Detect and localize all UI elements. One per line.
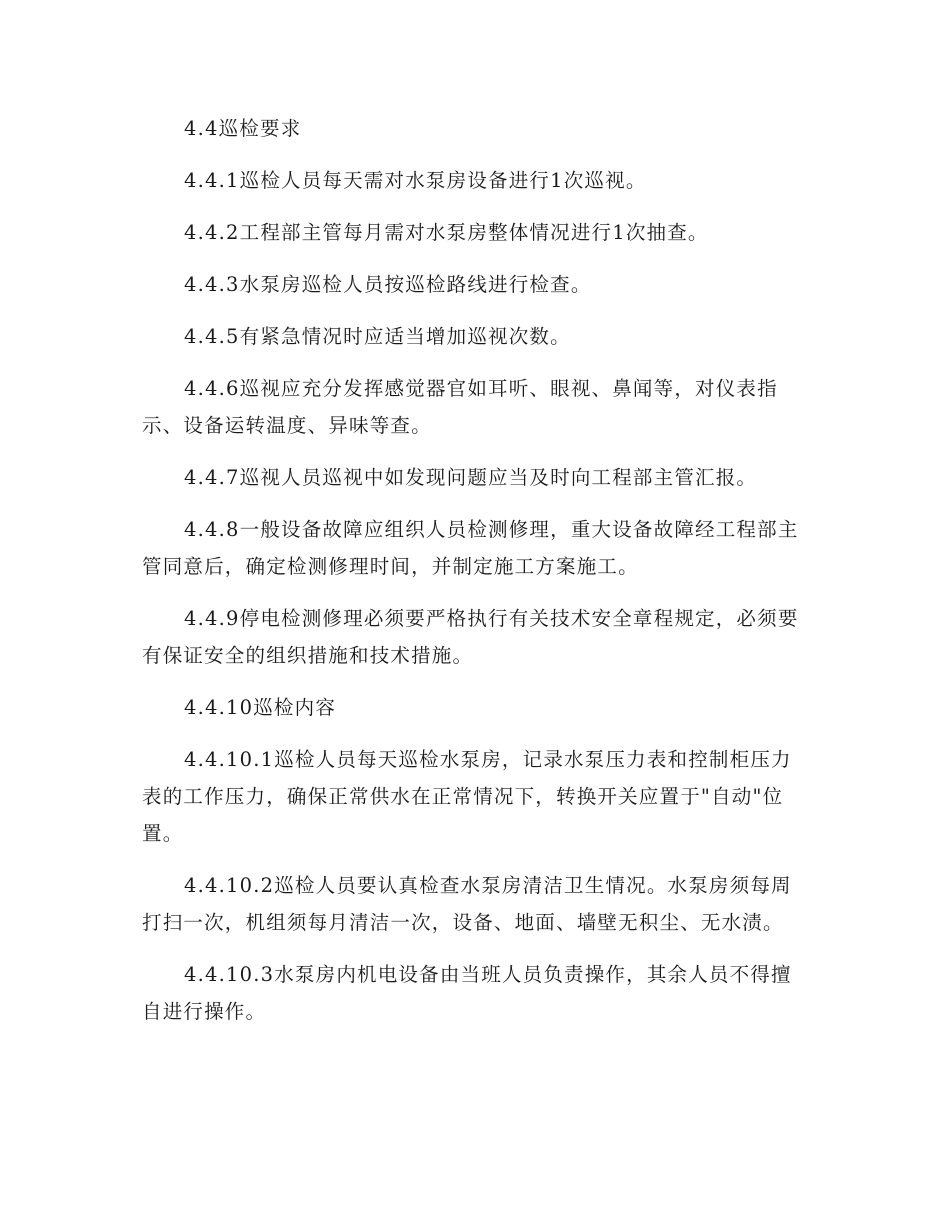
section-heading-4-4: 4.4巡检要求 bbox=[184, 117, 302, 140]
section-heading-4-4-10: 4.4.10巡检内容 bbox=[184, 696, 337, 719]
paragraph-4-4-6: 4.4.6巡视应充分发挥感觉器官如耳听、眼视、鼻闻等，对仪表指示、设备运转温度、异味等查。 bbox=[142, 377, 778, 437]
paragraph-4-4-9: 4.4.9停电检测修理必须要严格执行有关技术安全章程规定，必须要有保证安全的组织措施和技术措施。 bbox=[142, 607, 799, 667]
paragraph-4-4-3: 4.4.3水泵房巡检人员按巡检路线进行检查。 bbox=[184, 273, 592, 296]
paragraph-4-4-7: 4.4.7巡视人员巡视中如发现问题应当及时向工程部主管汇报。 bbox=[184, 466, 758, 489]
paragraph-4-4-8: 4.4.8一般设备故障应组织人员检测修理，重大设备故障经工程部主管同意后，确定检测修理时间，并制定施工方案施工。 bbox=[142, 518, 799, 578]
paragraph-4-4-10-2: 4.4.10.2巡检人员要认真检查水泵房清洁卫生情况。水泵房须每周打扫一次，机组须每月清洁一次，设备、地面、墙壁无积尘、无水渍。 bbox=[142, 874, 792, 934]
paragraph-4-4-5: 4.4.5有紧急情况时应适当增加巡视次数。 bbox=[184, 325, 571, 348]
paragraph-4-4-10-3: 4.4.10.3水泵房内机电设备由当班人员负责操作，其余人员不得擅自进行操作。 bbox=[142, 963, 792, 1023]
document-body bbox=[142, 110, 812, 1030]
paragraph-4-4-2: 4.4.2工程部主管每月需对水泵房整体情况进行1次抽查。 bbox=[184, 221, 709, 244]
paragraph-4-4-1: 4.4.1巡检人员每天需对水泵房设备进行1次巡视。 bbox=[184, 169, 647, 192]
paragraph-4-4-10-1: 4.4.10.1巡检人员每天巡检水泵房，记录水泵压力表和控制柜压力表的工作压力，确保正常供水在正常情况下，转换开关应置于"自动"位置。 bbox=[142, 748, 792, 845]
